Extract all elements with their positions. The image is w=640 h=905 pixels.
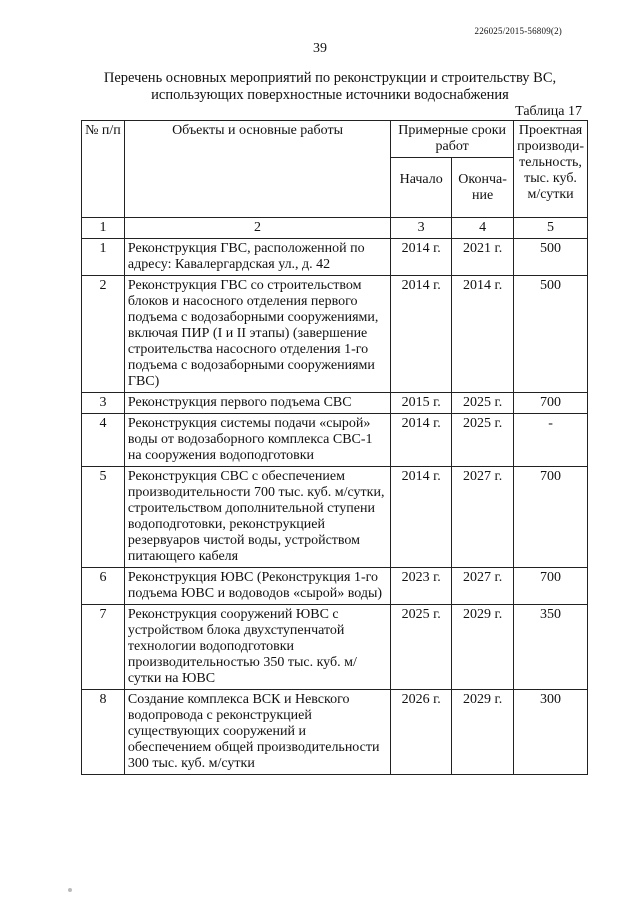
scan-mark [68,888,72,892]
row-start-year: 2014 г. [391,239,452,276]
table-reference: Таблица 17 [515,104,582,119]
table-row [82,605,588,690]
row-work-description: Реконструкция ГВС со строительством блоков и насосного отделения первого подъема с водозаборными сооружениями, включая ПИР (I и II этапы) (завершение строительства насосного отделения 1-го подъема с водозаборными сооружениями ГВС) [124,276,390,393]
row-number: 3 [82,393,125,414]
header-end: Оконча-ние [452,158,514,218]
column-number: 3 [391,218,452,239]
row-capacity: 700 [514,467,588,568]
table-row [82,276,588,393]
row-end-year: 2025 г. [452,393,514,414]
row-start-year: 2014 г. [391,276,452,393]
page-number: 39 [313,41,327,56]
row-work-description: Реконструкция системы подачи «сырой» воды от водозаборного комплекса СВС-1 на сооружения водоподготовки [124,414,390,467]
row-start-year: 2023 г. [391,568,452,605]
row-work-description: Реконструкция ГВС, расположенной по адресу: Кавалергардская ул., д. 42 [124,239,390,276]
row-capacity: 300 [514,690,588,775]
row-work-description: Реконструкция ЮВС (Реконструкция 1-го подъема ЮВС и водоводов «сырой» воды) [124,568,390,605]
row-number: 5 [82,467,125,568]
column-number: 4 [452,218,514,239]
header-num: № п/п [82,121,125,218]
table-header-row [82,121,588,158]
row-number: 1 [82,239,125,276]
column-number: 5 [514,218,588,239]
row-start-year: 2025 г. [391,605,452,690]
document-number: 226025/2015-56809(2) [474,26,562,36]
row-end-year: 2025 г. [452,414,514,467]
row-capacity: 500 [514,276,588,393]
title-line-2: использующих поверхностные источники водоснабжения [151,87,509,103]
table-row [82,414,588,467]
row-number: 6 [82,568,125,605]
row-capacity: 700 [514,568,588,605]
row-capacity: - [514,414,588,467]
row-end-year: 2014 г. [452,276,514,393]
header-objects: Объекты и основные работы [124,121,390,218]
row-number: 7 [82,605,125,690]
title-line-1: Перечень основных мероприятий по реконструкции и строительству ВС, [103,70,557,86]
column-number: 2 [124,218,390,239]
row-number: 8 [82,690,125,775]
row-end-year: 2029 г. [452,690,514,775]
table-row [82,568,588,605]
table-row [82,690,588,775]
row-capacity: 700 [514,393,588,414]
row-end-year: 2027 г. [452,467,514,568]
row-work-description: Реконструкция СВС с обеспечением производительности 700 тыс. куб. м/сутки, строительством дополнительной ступени водоподготовки, реконструкцией резервуаров чистой воды, устройством питающего кабеля [124,467,390,568]
table-row [82,239,588,276]
page-title [60,70,600,104]
row-start-year: 2014 г. [391,414,452,467]
row-work-description: Создание комплекса ВСК и Невского водопровода с реконструкцией существующих сооружений и обеспечением общей производительности 300 тыс. куб. м/сутки [124,690,390,775]
header-terms: Примерные сроки работ [391,121,514,158]
row-start-year: 2014 г. [391,467,452,568]
column-number-row [82,218,588,239]
row-start-year: 2015 г. [391,393,452,414]
row-capacity: 350 [514,605,588,690]
measures-table [81,120,588,775]
row-capacity: 500 [514,239,588,276]
row-work-description: Реконструкция первого подъема СВС [124,393,390,414]
row-start-year: 2026 г. [391,690,452,775]
column-number: 1 [82,218,125,239]
row-number: 2 [82,276,125,393]
table-row [82,393,588,414]
header-capacity: Проектная производи-тельность, тыс. куб. м/сутки [514,121,588,218]
row-end-year: 2029 г. [452,605,514,690]
row-end-year: 2021 г. [452,239,514,276]
table-row [82,467,588,568]
row-end-year: 2027 г. [452,568,514,605]
header-start: Начало [391,158,452,218]
row-work-description: Реконструкция сооружений ЮВС с устройством блока двухступенчатой технологии водоподготовки производительностью 350 тыс. куб. м/сутки на ЮВС [124,605,390,690]
row-number: 4 [82,414,125,467]
